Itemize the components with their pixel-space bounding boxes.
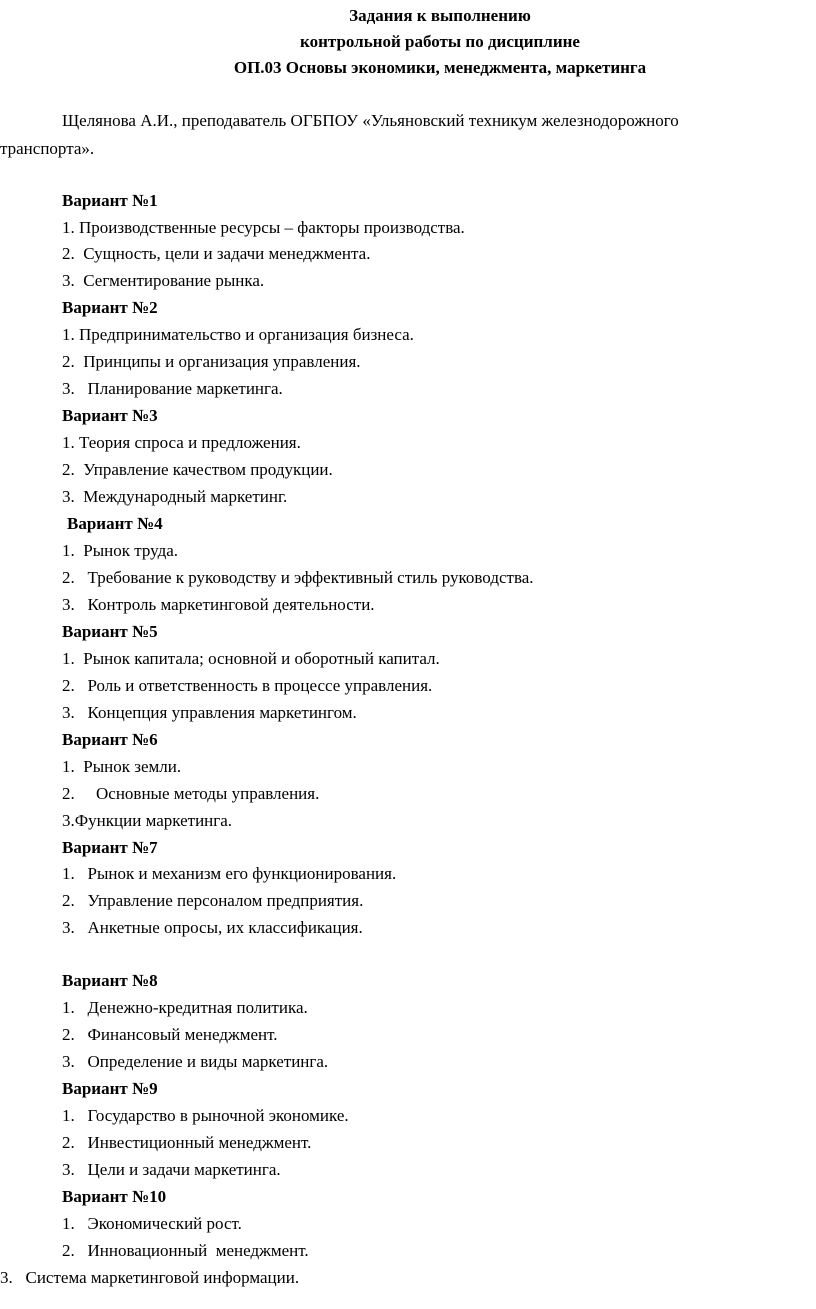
author-line-1: Щелянова А.И., преподаватель ОГБПОУ «Ульяновский техникум железнодорожного <box>62 111 679 130</box>
variant-5-item-2: 2. Роль и ответственность в процессе управления. <box>62 676 433 695</box>
variant-8-item-1: 1. Денежно-кредитная политика. <box>62 998 308 1017</box>
variant-9-item-1: 1. Государство в рыночной экономике. <box>62 1106 349 1125</box>
variant-7-item-2: 2. Управление персоналом предприятия. <box>62 891 364 910</box>
variant-9-item-2: 2. Инвестиционный менеджмент. <box>62 1133 312 1152</box>
title-line-3: ОП.03 Основы экономики, менеджмента, маркетинга <box>233 58 647 77</box>
variant-10-title: Вариант №10 <box>62 1187 167 1206</box>
variant-8-item-3: 3. Определение и виды маркетинга. <box>62 1052 329 1071</box>
variant-4-item-2: 2. Требование к руководству и эффективный стиль руководства. <box>62 568 534 587</box>
variant-5-item-3: 3. Концепция управления маркетингом. <box>62 703 357 722</box>
variant-2-item-3: 3. Планирование маркетинга. <box>62 379 283 398</box>
variant-5-title: Вариант №5 <box>62 622 158 641</box>
variant-7-item-1: 1. Рынок и механизм его функционирования. <box>62 864 397 883</box>
variant-10-item-1: 1. Экономический рост. <box>62 1214 242 1233</box>
variant-6-item-2: 2. Основные методы управления. <box>62 784 320 803</box>
title-line-1: Задания к выполнению <box>349 6 531 25</box>
variant-6-title: Вариант №6 <box>62 730 158 749</box>
variant-1-title: Вариант №1 <box>62 191 158 210</box>
variant-3-item-3: 3. Международный маркетинг. <box>62 487 288 506</box>
variant-10-item-3: 3. Система маркетинговой информации. <box>0 1268 300 1287</box>
variant-7-title: Вариант №7 <box>62 838 158 857</box>
variant-3-title: Вариант №3 <box>62 406 158 425</box>
variant-1-item-3: 3. Сегментирование рынка. <box>62 271 265 290</box>
variant-6-item-1: 1. Рынок земли. <box>62 757 182 776</box>
variant-1-item-1: 1. Производственные ресурсы – факторы производства. <box>62 218 465 237</box>
variant-2-title: Вариант №2 <box>62 298 158 317</box>
variant-2-item-2: 2. Принципы и организация управления. <box>62 352 361 371</box>
variant-8-item-2: 2. Финансовый менеджмент. <box>62 1025 278 1044</box>
variant-10-item-2: 2. Инновационный менеджмент. <box>62 1241 309 1260</box>
variant-4-item-1: 1. Рынок труда. <box>62 541 179 560</box>
variant-6-item-3: 3.Функции маркетинга. <box>62 811 233 830</box>
author-line-2: транспорта». <box>0 139 95 158</box>
title-line-2: контрольной работы по дисциплине <box>300 32 580 51</box>
variant-2-item-1: 1. Предпринимательство и организация бизнеса. <box>62 325 414 344</box>
variant-4-item-3: 3. Контроль маркетинговой деятельности. <box>62 595 375 614</box>
variant-9-title: Вариант №9 <box>62 1079 158 1098</box>
variant-9-item-3: 3. Цели и задачи маркетинга. <box>62 1160 281 1179</box>
variant-4-title: Вариант №4 <box>67 514 163 533</box>
variant-5-item-1: 1. Рынок капитала; основной и оборотный капитал. <box>62 649 440 668</box>
variant-8-title: Вариант №8 <box>62 971 158 990</box>
variant-7-item-3: 3. Анкетные опросы, их классификация. <box>62 918 363 937</box>
variant-1-item-2: 2. Сущность, цели и задачи менеджмента. <box>62 244 371 263</box>
variant-3-item-1: 1. Теория спроса и предложения. <box>62 433 301 452</box>
variant-3-item-2: 2. Управление качеством продукции. <box>62 460 333 479</box>
